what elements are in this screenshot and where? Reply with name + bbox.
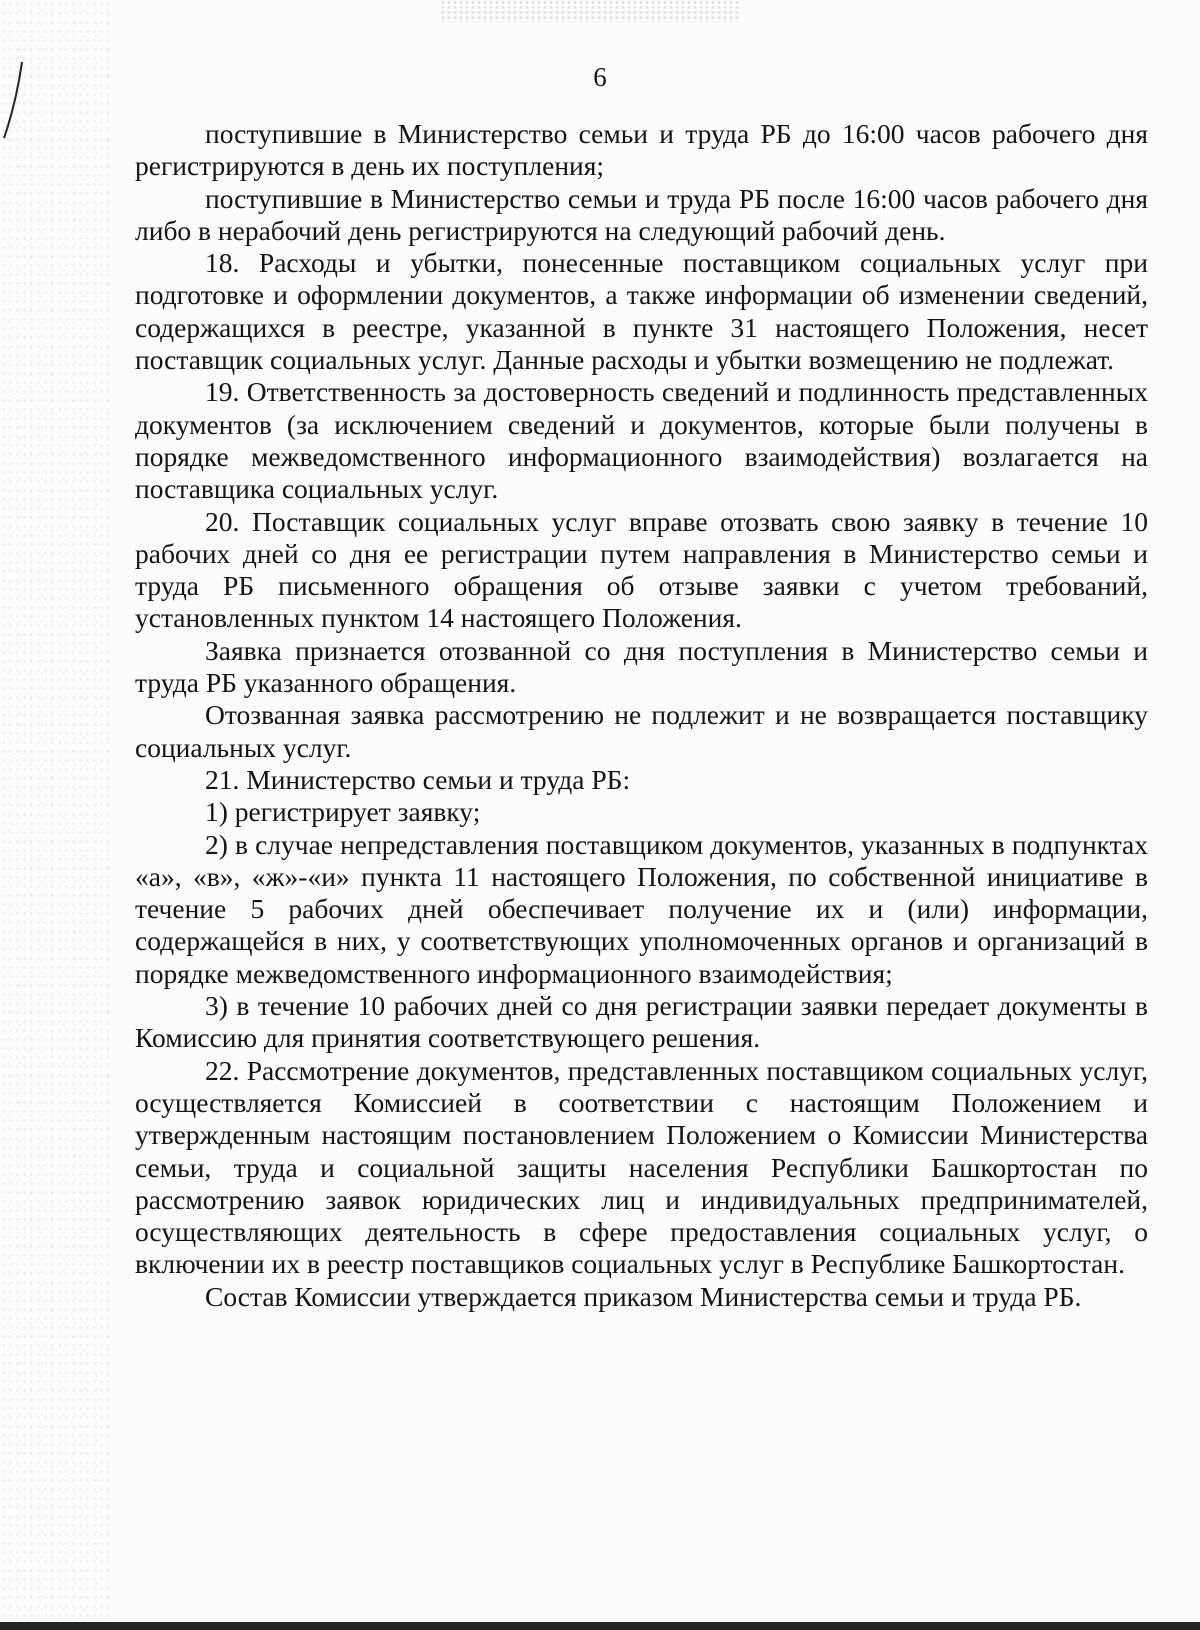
paragraph: 18. Расходы и убытки, понесенные поставщиком социальных услуг при подготовке и оформлении документов, а также информации об изменении сведений, содержащихся в реестре, указанной в пункте 31 настоящего Положения, несет поставщик социальных услуг. Данные расходы и убытки возмещению не подлежат.	[135, 247, 1148, 376]
paragraph: Отозванная заявка рассмотрению не подлежит и не возвращается поставщику социальных услуг.	[135, 699, 1148, 763]
paragraph: Заявка признается отозванной со дня поступления в Министерство семьи и труда РБ указанного обращения.	[135, 634, 1148, 699]
paragraph: 21. Министерство семьи и труда РБ:	[205, 763, 631, 795]
page-number: 6	[593, 62, 607, 92]
paragraph: 3) в течение 10 рабочих дней со дня регистрации заявки передает документы в Комиссию для принятия соответствующего решения.	[135, 990, 1148, 1054]
paragraph: 22. Рассмотрение документов, представленных поставщиком социальных услуг, осуществляется Комиссией в соответствии с настоящим Положением и утвержденным настоящим постановлением Положением о Комиссии Министерства семьи, труда и социальной защиты населения Республики Башкортостан по рассмотрению заявок юридических лиц и индивидуальных предпринимателей, осуществляющих деятельность в сфере предоставления социальных услуг, о включении их в реестр поставщиков социальных услуг в Республике Башкортостан.	[135, 1054, 1148, 1280]
document-body	[135, 118, 1148, 1313]
paragraph: 19. Ответственность за достоверность сведений и подлинность представленных документов (за исключением сведений и документов, которые были получены в порядке межведомственного информационного взаимодействия) возлагается на поставщика социальных услуг.	[135, 376, 1148, 505]
paragraph: 1) регистрирует заявку;	[205, 796, 481, 828]
paragraph: поступившие в Министерство семьи и труда РБ после 16:00 часов рабочего дня либо в нерабочий день регистрируются на следующий рабочий день.	[135, 182, 1148, 246]
scan-artifact-top	[440, 0, 740, 22]
paragraph: 2) в случае непредставления поставщиком документов, указанных в подпунктах «а», «в», «ж»-«и» пункта 11 настоящего Положения, по собственной инициативе в течение 5 рабочих дней обеспечивает получение их и (или) информации, содержащейся в них, у соответствующих уполномоченных органов и организаций в порядке межведомственного информационного взаимодействия;	[135, 828, 1148, 989]
paragraph: поступившие в Министерство семьи и труда РБ до 16:00 часов рабочего дня регистрируются в день их поступления;	[135, 118, 1148, 182]
paragraph: 20. Поставщик социальных услуг вправе отозвать свою заявку в течение 10 рабочих дней со дня ее регистрации путем направления в Министерство семьи и труда РБ письменного обращения об отзыве заявки с учетом требований, установленных пунктом 14 настоящего Положения.	[135, 505, 1148, 634]
scan-artifact-bottom	[0, 1622, 1200, 1630]
scan-artifact-left	[0, 0, 110, 1630]
paragraph: Состав Комиссии утверждается приказом Министерства семьи и труда РБ.	[205, 1280, 1082, 1312]
